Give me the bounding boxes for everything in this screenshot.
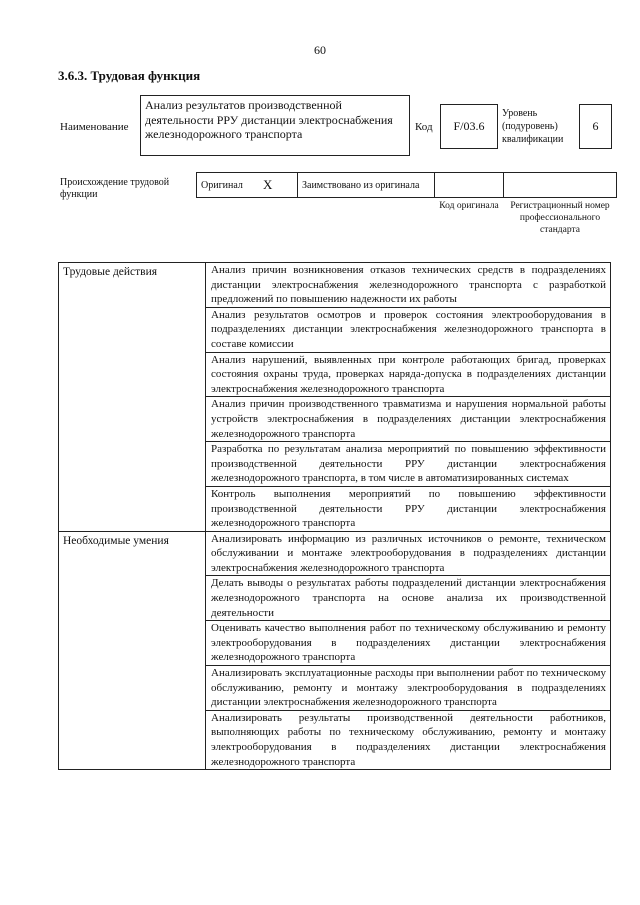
section-row [59,263,611,532]
kod-label: Код [415,121,433,133]
kod-value: F/03.6 [440,104,498,149]
origin-table [196,172,617,236]
list-item: Анализировать информацию из различных источников о ремонте, техническом обслуживании и монтаже электрооборудования в подразделениях дистанции электроснабжения железнодорожного транспорта [211,532,606,574]
list-item: Анализ нарушений, выявленных при контроле работающих бригад, проверках состояния охраны труда, проверках наряда-допуска в подразделениях дистанции электроснабжения железнодорожного транспорта [206,352,610,397]
list-item: Анализировать эксплуатационные расходы при выполнении работ по техническому обслуживанию, ремонту и монтажу электрооборудования в подразделениях дистанции электроснабжения железнодорожного транспорта [206,665,610,710]
list-item: Контроль выполнения мероприятий по повышению эффективности производственной деятельности РРУ дистанции электроснабжения железнодорожного транспорта [206,486,610,531]
section-row [59,531,611,770]
original-label: Оригинал [197,173,260,198]
section-title: 3.6.3. Трудовая функция [58,68,201,83]
list-item: Анализ причин возникновения отказов технических средств в подразделениях дистанции электроснабжения железнодорожного транспорта с разработкой предложений по повышению надежности их работы [211,264,606,306]
spacer-cell [197,198,435,237]
original-mark: X [259,173,298,198]
borrowed-label: Заимствовано из оригинала [298,173,435,198]
list-item: Оценивать качество выполнения работ по техническому обслуживанию и ремонту электрооборудования в подразделениях дистанции электроснабжения железнодорожного транспорта [206,620,610,665]
level-label-text: Уровень (подуровень) квалификации [502,108,564,145]
section-title-umeniya: Необходимые умения [59,531,206,770]
section-items [206,263,611,532]
section-title-trudovye: Трудовые действия [59,263,206,532]
list-item: Делать выводы о результатах работы подразделений дистанции электроснабжения железнодорожного транспорта на основе анализа их производственной деятельности [206,575,610,620]
list-item: Анализ причин производственного травматизма и нарушения нормальной работы устройств электроснабжения в подразделениях дистанции электроснабжения железнодорожного транспорта [206,396,610,441]
reg-number-cell [504,173,617,198]
list-item: Анализ результатов осмотров и проверок состояния электрооборудования в подразделениях дистанции электроснабжения железнодорожного транспорта в составе комиссии [206,307,610,352]
naimenovanie-label: Наименование [60,121,129,133]
kod-originala-cell [435,173,504,198]
level-label [502,107,574,146]
reg-number-label: Регистрационный номер профессионального стандарта [510,201,610,235]
kod-originala-label: Код оригинала [439,201,499,211]
page-number: 60 [314,43,326,57]
main-table [58,262,611,770]
list-item: Анализировать результаты производственной деятельности работников, выполняющих работы по техническому обслуживанию, ремонту и монтажу электрооборудования в подразделениях дистанции электроснабжения железнодорожного транспорта [206,710,610,769]
list-item: Разработка по результатам анализа мероприятий по повышению эффективности производственной деятельности РРУ дистанции электроснабжения железнодорожного транспорта, в том числе в автоматизированных системах [206,441,610,486]
origin-label: Происхождение трудовой функции [60,177,170,200]
naimenovanie-value: Анализ результатов производственной деятельности РРУ дистанции электроснабжения железнодорожного транспорта [140,95,410,156]
section-items [206,531,611,770]
level-value: 6 [579,104,612,149]
